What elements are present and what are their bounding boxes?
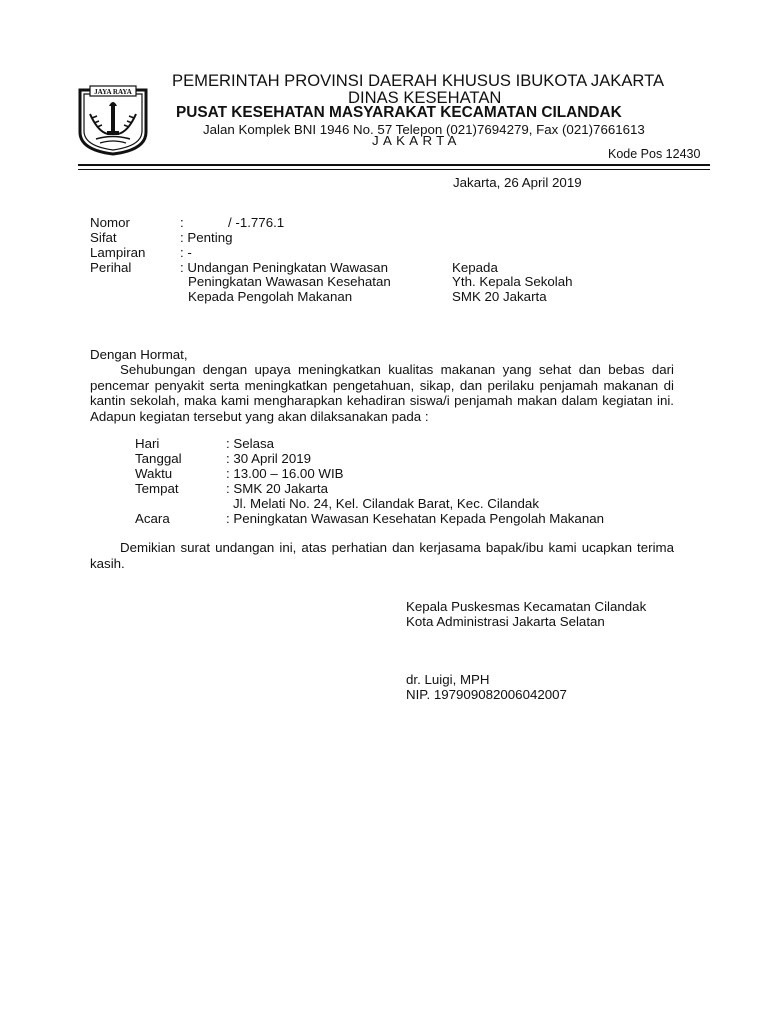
postal-code: Kode Pos 12430 — [608, 147, 701, 161]
header-divider-thick — [78, 164, 710, 166]
perihal-line: : Undangan Peningkatan Wawasan — [180, 260, 388, 275]
nomor-value: / -1.776.1 — [228, 215, 285, 230]
recipient-line: Yth. Kepala Sekolah — [452, 274, 573, 289]
salutation: Dengan Hormat, — [90, 347, 188, 362]
hari-value: : Selasa — [226, 436, 275, 451]
header-department: DINAS KESEHATAN — [348, 88, 502, 107]
closing-paragraph-text: Demikian surat undangan ini, atas perhatian dan kerjasama bapak/ibu kami ucapkan terima kasih. — [90, 540, 674, 571]
signature-name: dr. Luigi, MPH — [406, 672, 490, 687]
sifat-value: : Penting — [180, 230, 233, 245]
signature-nip: NIP. 197909082006042007 — [406, 687, 567, 702]
hari-label: Hari — [135, 436, 160, 451]
header-institution: PUSAT KESEHATAN MASYARAKAT KECAMATAN CILANDAK — [176, 104, 622, 121]
nomor-colon: : — [180, 215, 184, 230]
logo-banner-text: JAYA RAYA — [94, 88, 132, 96]
tanggal-label: Tanggal — [135, 451, 182, 466]
sifat-label: Sifat — [90, 230, 117, 245]
recipient-line: SMK 20 Jakarta — [452, 289, 547, 304]
acara-value: : Peningkatan Wawasan Kesehatan Kepada Pengolah Makanan — [226, 511, 605, 526]
signature-title: Kepala Puskesmas Kecamatan Cilandak — [406, 599, 647, 614]
tempat-label: Tempat — [135, 481, 179, 496]
tanggal-value: : 30 April 2019 — [226, 451, 312, 466]
acara-label: Acara — [135, 511, 170, 526]
nomor-label: Nomor — [90, 215, 130, 230]
lampiran-label: Lampiran — [90, 245, 146, 260]
jaya-raya-emblem-icon — [76, 84, 150, 156]
closing-paragraph — [90, 540, 674, 571]
header-government: PEMERINTAH PROVINSI DAERAH KHUSUS IBUKOTA JAKARTA — [172, 71, 665, 90]
perihal-label: Perihal — [90, 260, 132, 275]
tempat-value: : SMK 20 Jakarta — [226, 481, 328, 496]
body-paragraph — [90, 362, 674, 424]
lampiran-value: : - — [180, 245, 192, 260]
letter-date: Jakarta, 26 April 2019 — [453, 175, 582, 190]
waktu-label: Waktu — [135, 466, 173, 481]
perihal-line: Kepada Pengolah Makanan — [188, 289, 353, 304]
header-city: JAKARTA — [372, 133, 461, 148]
body-paragraph-text: Sehubungan dengan upaya meningkatkan kualitas makanan yang sehat dan bebas dari pencemar penyakit serta meningkatkan pengetahuan, sikap, dan perilaku penjamah makanan di kantin sekolah, maka kami mengharapkan kehadiran siswa/i penjamah makan dalam kegiatan ini. Adapun kegiatan tersebut yang akan dilaksanakan pada : — [90, 362, 674, 424]
tempat-address: Jl. Melati No. 24, Kel. Cilandak Barat, Kec. Cilandak — [233, 496, 539, 511]
recipient-line: Kepada — [452, 260, 498, 275]
signature-subtitle: Kota Administrasi Jakarta Selatan — [406, 614, 605, 629]
header-divider-thin — [78, 169, 710, 170]
header-address: Jalan Komplek BNI 1946 No. 57 Telepon (021)7694279, Fax (021)7661613 — [203, 122, 645, 137]
perihal-line: Peningkatan Wawasan Kesehatan — [188, 274, 391, 289]
jaya-raya-logo — [76, 84, 150, 156]
waktu-value: : 13.00 – 16.00 WIB — [226, 466, 344, 481]
